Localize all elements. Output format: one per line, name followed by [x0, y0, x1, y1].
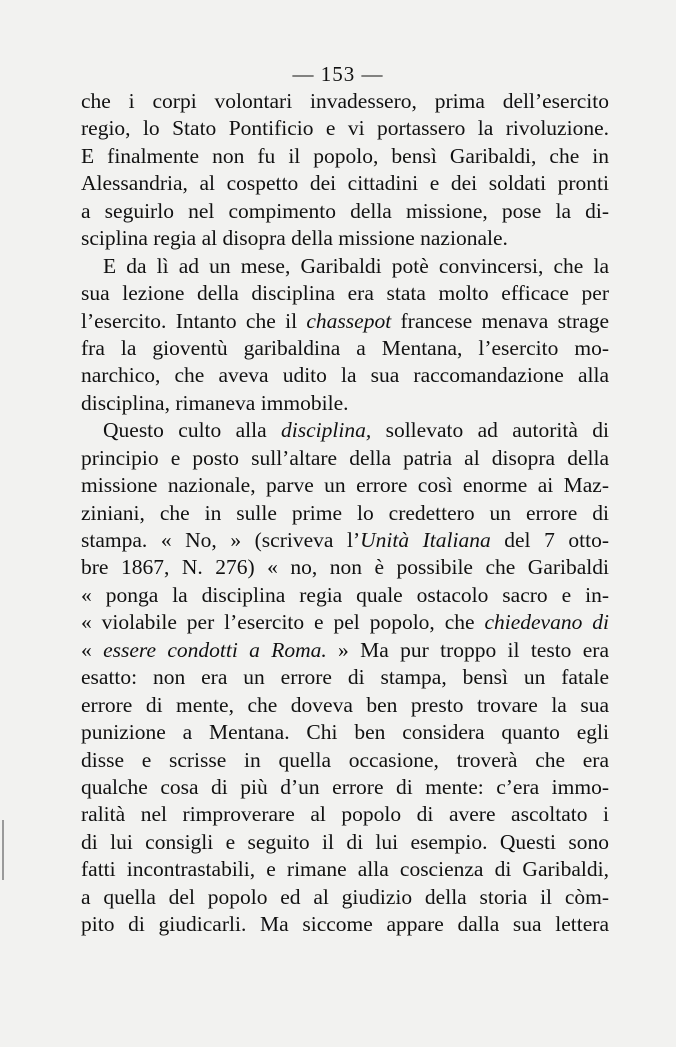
text-segment: esatto: non era un errore di stampa, bensì un fatale — [81, 665, 609, 690]
text-line — [81, 417, 609, 444]
text-line — [81, 335, 609, 362]
text-segment: fra la gioventù garibaldina a Mentana, l’esercito mo- — [81, 335, 609, 360]
page-number: — 153 — — [292, 62, 384, 86]
text-segment: disciplina, rimaneva immobile. — [81, 390, 349, 415]
text-segment: narchico, che aveva udito la sua raccomandazione alla — [81, 363, 609, 388]
text-segment: del 7 otto- — [490, 528, 609, 552]
text-segment: francese menava strage — [391, 308, 609, 333]
text-line — [81, 719, 609, 746]
text-segment: disse e scrisse in quella occasione, troverà che era — [81, 747, 609, 772]
text-line — [81, 829, 609, 856]
text-line — [81, 554, 609, 581]
text-segment: E finalmente non fu il popolo, bensì Garibaldi, che in — [81, 143, 609, 168]
text-line — [81, 143, 609, 170]
text-line — [81, 637, 609, 664]
text-segment: di lui consigli e seguito il di lui esempio. Questi sono — [81, 829, 609, 854]
text-segment: « ponga la disciplina regia quale ostacolo sacro e in- — [81, 582, 609, 607]
text-segment: punizione a Mentana. Chi ben considera quanto egli — [81, 720, 609, 745]
text-line — [81, 801, 609, 828]
text-line — [81, 582, 609, 609]
text-segment: pito di giudicarli. Ma siccome appare dalla sua lettera — [81, 912, 609, 937]
page-edge-mark — [2, 820, 4, 880]
italic-text: chassepot — [306, 308, 392, 333]
text-segment: principio e posto sull’altare della patria al disopra della — [81, 445, 609, 470]
text-line — [81, 253, 609, 280]
text-segment: E da lì ad un mese, Garibaldi potè convincersi, che la — [103, 253, 609, 278]
text-segment: ralità nel rimproverare al popolo di avere ascoltato i — [81, 802, 609, 827]
text-segment: sollevato ad autorità di — [371, 418, 609, 443]
italic-text: essere condotti a Roma. — [103, 637, 327, 662]
text-line — [81, 527, 609, 554]
text-line — [81, 225, 609, 252]
text-line — [81, 664, 609, 691]
text-line — [81, 390, 609, 417]
text-line — [81, 115, 609, 142]
text-segment: » Ma pur troppo il testo era — [326, 637, 609, 662]
text-line — [81, 884, 609, 911]
text-segment: missione nazionale, parve un errore così enorme ai Maz- — [81, 473, 609, 498]
text-line — [81, 170, 609, 197]
text-line — [81, 362, 609, 389]
text-segment: « violabile per l’esercito e pel popolo, che — [81, 610, 485, 635]
text-line — [81, 692, 609, 719]
text-line — [81, 308, 609, 335]
text-segment: a quella del popolo ed al giudizio della storia il còm- — [81, 884, 609, 909]
text-line — [81, 774, 609, 801]
text-line — [81, 500, 609, 527]
text-segment: stampa. « No, » (scriveva l’ — [81, 528, 361, 552]
text-line — [81, 472, 609, 499]
text-segment: Alessandria, al cospetto dei cittadini e dei soldati pronti — [81, 171, 609, 196]
italic-text: disciplina, — [281, 418, 372, 443]
text-segment: regio, lo Stato Pontificio e vi portassero la rivoluzione. — [81, 116, 609, 141]
text-segment: bre 1867, N. 276) « no, non è possibile che Garibaldi — [81, 555, 609, 580]
text-line — [81, 198, 609, 225]
italic-text: Unità Italiana — [360, 528, 491, 552]
text-segment: l’esercito. Intanto che il — [81, 308, 307, 333]
text-line — [81, 609, 609, 636]
italic-text: chiedevano di — [484, 610, 609, 635]
text-line — [81, 856, 609, 883]
text-line — [81, 280, 609, 307]
body-text — [81, 88, 609, 939]
text-segment: che i corpi volontari invadessero, prima dell’esercito — [81, 89, 609, 113]
text-segment: a seguirlo nel compimento della missione, pose la di- — [81, 198, 609, 223]
text-segment: sua lezione della disciplina era stata molto efficace per — [81, 281, 609, 306]
text-line — [81, 747, 609, 774]
text-segment: « — [81, 637, 104, 662]
text-segment: sciplina regia al disopra della missione nazionale. — [81, 226, 508, 251]
text-segment: fatti incontrastabili, e rimane alla coscienza di Garibaldi, — [81, 857, 609, 882]
text-segment: qualche cosa di più d’un errore di mente: c’era immo- — [81, 774, 609, 799]
text-line — [81, 88, 609, 115]
text-segment: ziniani, che in sulle prime lo credettero un errore di — [81, 500, 609, 525]
text-line — [81, 445, 609, 472]
text-segment: Questo culto alla — [103, 418, 282, 443]
text-segment: errore di mente, che doveva ben presto trovare la sua — [81, 692, 609, 717]
text-line — [81, 911, 609, 938]
